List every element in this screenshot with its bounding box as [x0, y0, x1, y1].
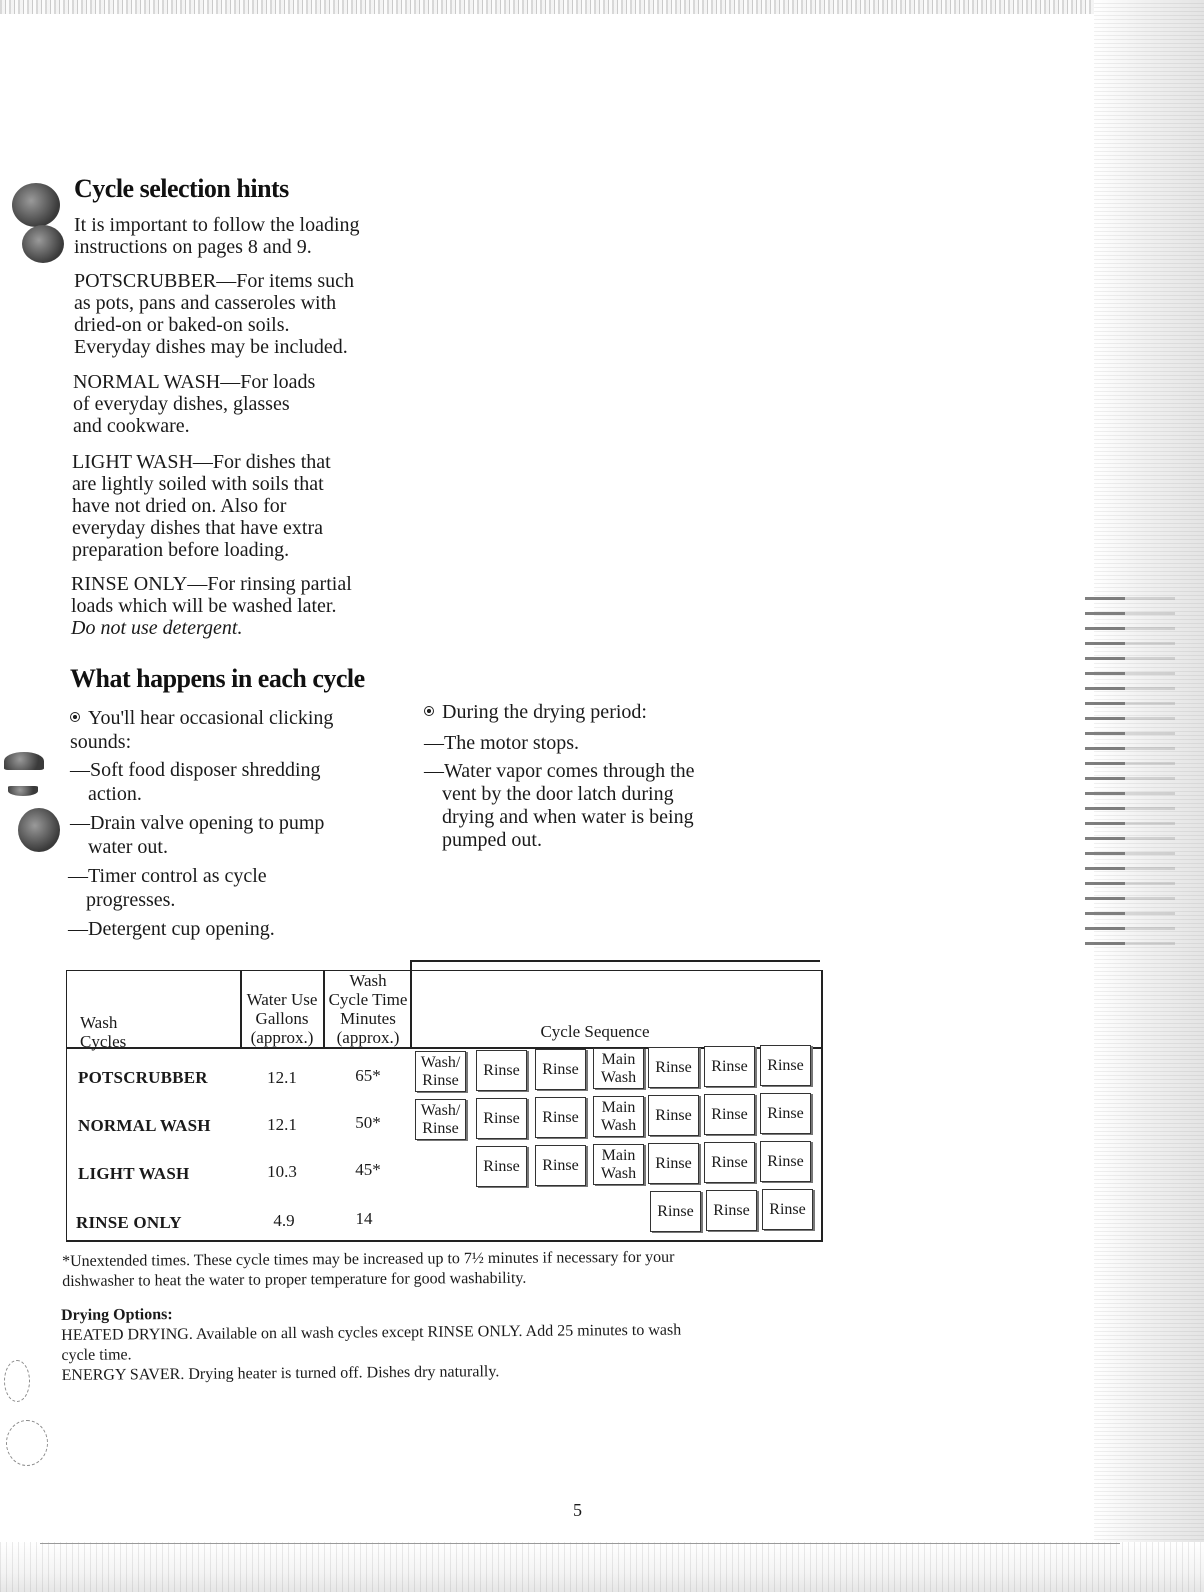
cycle-hints-intro: It is important to follow the loading instructions on pages 8 and 9.: [74, 214, 360, 258]
cycle-name: POTSCRUBBER: [78, 1068, 208, 1087]
table-divider: [410, 960, 820, 962]
minutes-value: 14: [355, 1209, 373, 1228]
cycle-name: NORMAL WASH: [78, 1116, 211, 1135]
drying-options: Drying Options: HEATED DRYING. Available on all wash cycles except RINSE ONLY. Add 25 minutes to wash cycle time. ENERGY SAVER. Drying heater is turned off. Dishes dry naturally.: [61, 1301, 682, 1386]
motor-stops-item: —The motor stops.: [424, 732, 579, 754]
sequence-step: Wash/ Rinse: [415, 1099, 466, 1140]
header-water-use: Water Use Gallons (approx.): [246, 990, 318, 1047]
water-vapor-item: —Water vapor comes through the vent by the door latch during drying and when water is being pumped out.: [424, 760, 695, 851]
cycle-name: LIGHT WASH: [78, 1164, 190, 1183]
sequence-step: Rinse: [760, 1045, 811, 1086]
sequence-step: Rinse: [476, 1050, 527, 1091]
bullet-icon: [424, 706, 434, 716]
binder-hole-icon: [12, 183, 60, 227]
cycle-hints-heading: Cycle selection hints: [74, 174, 289, 203]
header-cycle-sequence: Cycle Sequence: [540, 1022, 650, 1041]
sequence-step: Rinse: [535, 1049, 586, 1090]
bullet-icon: [70, 712, 80, 722]
sequence-step: Rinse: [760, 1093, 811, 1134]
potscrubber-hint: POTSCRUBBER—For items such as pots, pans and casseroles with dried-on or baked-on soils. Everyday dishes may be included.: [74, 270, 355, 358]
detergent-cup-item: —Detergent cup opening.: [68, 918, 275, 940]
minutes-value: 65*: [355, 1066, 381, 1085]
clicking-sounds-list: You'll hear occasional clicking sounds:: [70, 707, 334, 753]
gallons-value: 4.9: [273, 1211, 295, 1230]
sequence-step: Main Wash: [593, 1048, 644, 1089]
gallons-value: 10.3: [267, 1162, 297, 1181]
rinse-only-hint: RINSE ONLY—For rinsing partial loads which will be washed later. Do not use detergent.: [71, 573, 352, 639]
sequence-step: Rinse: [535, 1097, 586, 1138]
minutes-value: 50*: [355, 1113, 381, 1132]
sequence-step: Rinse: [648, 1095, 699, 1136]
sequence-step: Rinse: [704, 1046, 755, 1087]
binder-hole-icon: [22, 225, 64, 263]
drain-valve-item: —Drain valve opening to pump water out.: [70, 812, 325, 858]
normal-wash-hint: NORMAL WASH—For loads of everyday dishes, glasses and cookware.: [73, 371, 316, 437]
page-edge-line: [40, 1543, 1120, 1544]
binder-hole-icon: [18, 808, 60, 852]
scan-marks-right: [1085, 585, 1175, 945]
sequence-step: Rinse: [704, 1094, 755, 1135]
scan-edge-bottom: [0, 1542, 1204, 1592]
sequence-step: Rinse: [476, 1098, 527, 1139]
binder-hole-icon: [6, 1420, 48, 1466]
footnote: *Unextended times. These cycle times may be increased up to 7½ minutes if necessary for your dishwasher to heat the water to proper temperature for good washability.: [62, 1248, 675, 1290]
minutes-value: 45*: [355, 1160, 381, 1179]
drying-period-list: During the drying period:: [424, 700, 647, 724]
gallons-value: 12.1: [267, 1068, 297, 1087]
sequence-step: Rinse: [648, 1143, 699, 1184]
sequence-step: Rinse: [535, 1145, 586, 1186]
sequence-step: Wash/ Rinse: [415, 1051, 466, 1092]
drying-options-title: Drying Options:: [61, 1306, 173, 1324]
each-cycle-heading: What happens in each cycle: [70, 664, 365, 693]
light-wash-hint: LIGHT WASH—For dishes that are lightly soiled with soils that have not dried on. Also for everyday dishes that have extra preparation before loading.: [72, 451, 331, 561]
sequence-step: Rinse: [762, 1189, 813, 1230]
page-number: 5: [573, 1500, 582, 1520]
cycle-name: RINSE ONLY: [76, 1213, 182, 1232]
sequence-step: Rinse: [704, 1142, 755, 1183]
sequence-step: Rinse: [650, 1191, 701, 1232]
binder-hole-icon: [4, 1360, 30, 1402]
header-wash-cycles: Wash Cycles: [80, 1013, 127, 1051]
sequence-step: Rinse: [706, 1190, 757, 1231]
sequence-step: Rinse: [760, 1141, 811, 1182]
header-cycle-time: Wash Cycle Time Minutes (approx.): [328, 971, 408, 1047]
scan-edge-top: [0, 0, 1204, 14]
binder-hole-icon: [4, 752, 44, 770]
rinse-only-note: Do not use detergent.: [71, 617, 243, 639]
sequence-step: Main Wash: [593, 1096, 644, 1137]
binder-hole-icon: [8, 786, 38, 796]
timer-item: —Timer control as cycle progresses.: [68, 865, 267, 911]
sequence-step: Rinse: [476, 1146, 527, 1187]
disposer-item: —Soft food disposer shredding action.: [70, 759, 321, 805]
gallons-value: 12.1: [267, 1115, 297, 1134]
sequence-step: Rinse: [648, 1047, 699, 1088]
sequence-step: Main Wash: [593, 1144, 644, 1185]
